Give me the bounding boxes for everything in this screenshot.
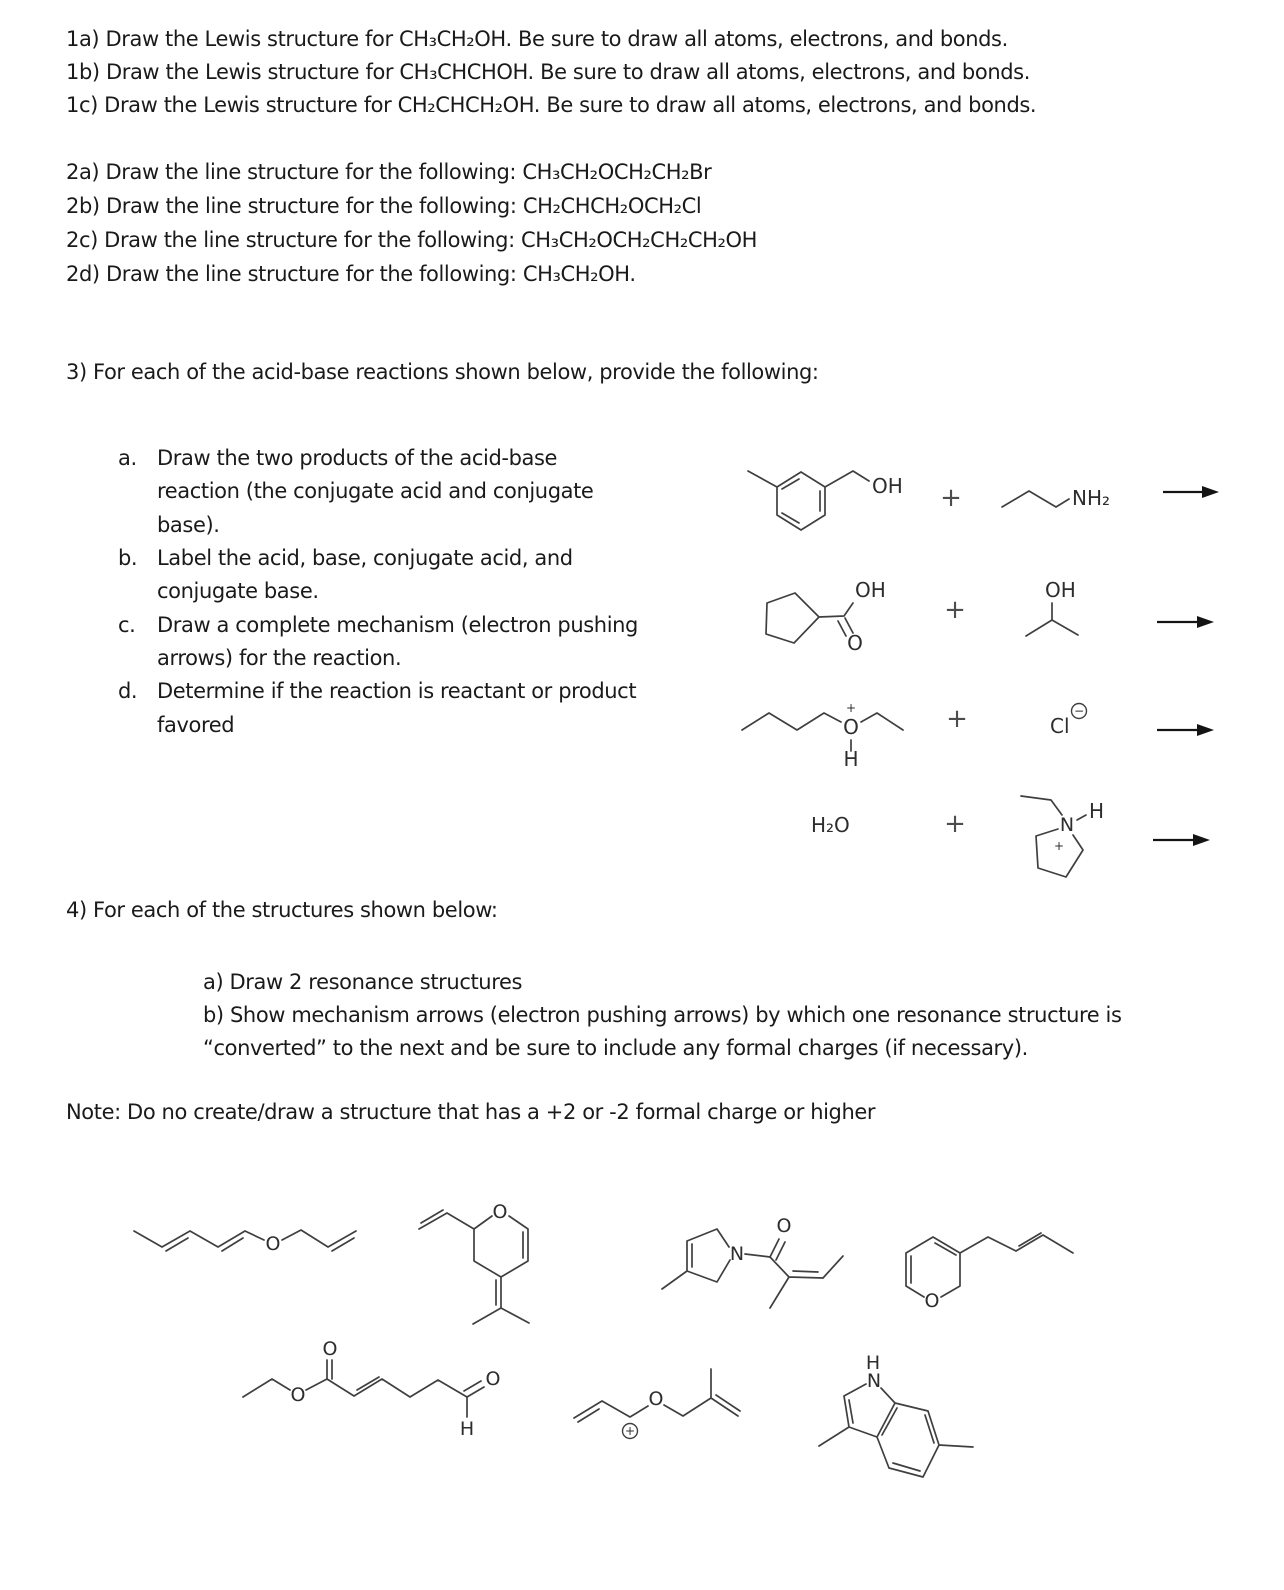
- q4-heading: 4) For each of the structures shown below:: [66, 898, 498, 922]
- negative-charge: −: [1073, 704, 1085, 718]
- bonds: [243, 1379, 467, 1417]
- structure-dimethylindole: [819, 1352, 973, 1477]
- q3-item-b-line1: Label the acid, base, conjugate acid, and: [157, 546, 573, 570]
- structure-butyl-ethyl-oxonium: [742, 701, 903, 771]
- bonds: [766, 593, 853, 643]
- structure-ethyl-oxohexenoate: [243, 1338, 500, 1440]
- structure-n-ethylpyrrolidinium: [1021, 796, 1104, 877]
- ring-oxygen-label: O: [924, 1290, 940, 1312]
- plus-sign-2: +: [944, 595, 966, 625]
- double-bond-lines: [911, 1233, 1041, 1283]
- q3-item-d-marker: d.: [118, 679, 138, 703]
- positive-charge: +: [624, 1424, 636, 1438]
- q4-note: Note: Do no create/draw a structure that has a +2 or -2 formal charge or higher: [66, 1100, 876, 1124]
- arrow-head: [1197, 724, 1214, 736]
- bonds: [419, 1213, 529, 1324]
- hydrogen-label: H: [843, 747, 859, 771]
- double-bond-lines: [166, 1238, 354, 1251]
- water-label: H₂O: [811, 813, 850, 837]
- plus-sign-4: +: [944, 809, 966, 839]
- q2-line-d: 2d) Draw the line structure for the following: CH₃CH₂OH.: [66, 262, 636, 286]
- q1-line-a: 1a) Draw the Lewis structure for CH₃CH₂OH. Be sure to draw all atoms, electrons, and bonds.: [66, 27, 1008, 51]
- plus-sign-3: +: [946, 704, 968, 734]
- hydrogen-label: H: [1089, 799, 1105, 823]
- nitrogen-label: N: [1059, 814, 1075, 836]
- q2-line-b: 2b) Draw the line structure for the following: CH₂CHCH₂OCH₂Cl: [66, 194, 702, 218]
- arrow-head: [1193, 834, 1210, 846]
- q3-item-b-line2: conjugate base.: [157, 579, 319, 603]
- q4-sub-b-line1: b) Show mechanism arrows (electron pushing arrows) by which one resonance structure is: [203, 1003, 1122, 1027]
- hydroxyl-label: OH: [855, 578, 886, 602]
- reaction-arrow-3: [1157, 724, 1214, 736]
- q3-item-c-line1: Draw a complete mechanism (electron pushing: [157, 613, 638, 637]
- structure-3-methylbenzyl-alcohol: [748, 471, 903, 530]
- double-bond-lines: [421, 1210, 523, 1305]
- q1-line-c: 1c) Draw the Lewis structure for CH₂CHCH₂OH. Be sure to draw all atoms, electrons, and bonds.: [66, 93, 1037, 117]
- q2-line-c: 2c) Draw the line structure for the following: CH₃CH₂OCH₂CH₂CH₂OH: [66, 228, 758, 252]
- q3-item-a-line3: base).: [157, 513, 220, 537]
- hydroxyl-label: OH: [1045, 578, 1076, 602]
- ring-oxygen-label: O: [492, 1201, 508, 1223]
- positive-charge: +: [1053, 839, 1065, 853]
- carbonyl-oxygen-label: O: [847, 631, 863, 655]
- bonds: [1026, 603, 1078, 636]
- q4-sub-b-line2: “converted” to the next and be sure to include any formal charges (if necessary).: [203, 1036, 1028, 1060]
- reaction-arrow-2: [1157, 616, 1214, 628]
- structure-pyran-butenyl: [906, 1233, 1073, 1312]
- arrow-head: [1202, 486, 1219, 498]
- oxonium-oxygen-label: O: [843, 715, 859, 739]
- ether-oxygen-label: O: [648, 1388, 664, 1410]
- q3-item-a-marker: a.: [118, 446, 137, 470]
- q3-item-d-line2: favored: [157, 713, 235, 737]
- structure-cyclopentanecarboxylic-acid: [766, 578, 886, 655]
- positive-charge: +: [845, 701, 857, 715]
- double-bond-lines: [327, 1360, 484, 1397]
- q3-item-a-line2: reaction (the conjugate acid and conjugate: [157, 479, 594, 503]
- ether-oxygen-label: O: [265, 1233, 281, 1255]
- carbonyl-oxygen-label: O: [776, 1215, 792, 1237]
- bonds: [1002, 491, 1069, 507]
- aldehyde-oxygen-label: O: [485, 1368, 501, 1390]
- reaction-arrow-4: [1153, 834, 1210, 846]
- aldehyde-hydrogen-label: H: [459, 1418, 475, 1440]
- structure-vinyl-pyran-isopropylidene: [419, 1201, 529, 1324]
- amine-label: NH₂: [1072, 486, 1111, 510]
- q3-item-c-marker: c.: [118, 613, 136, 637]
- arrow-head: [1197, 616, 1214, 628]
- q3-item-a-line1: Draw the two products of the acid-base: [157, 446, 558, 470]
- hydroxyl-label: OH: [872, 474, 903, 498]
- double-bond-lines: [782, 479, 820, 523]
- carbonyl-oxygen-label: O: [322, 1338, 338, 1360]
- bonds: [1021, 796, 1086, 877]
- bonds: [906, 1235, 1073, 1297]
- structure-chloride-anion: [1050, 704, 1087, 739]
- structure-propylamine: [1002, 486, 1110, 510]
- chloride-label: Cl: [1050, 714, 1070, 738]
- structure-isopropanol: [1026, 578, 1078, 636]
- nitrogen-label: N: [729, 1243, 745, 1265]
- bonds: [742, 713, 903, 751]
- q3-item-c-line2: arrows) for the reaction.: [157, 646, 402, 670]
- nh-hydrogen-label: H: [865, 1352, 881, 1374]
- structure-pentadienyl-allyl-ether: [134, 1230, 356, 1255]
- q3-item-d-line1: Determine if the reaction is reactant or product: [157, 679, 637, 703]
- nitrogen-label: N: [866, 1370, 882, 1392]
- bonds: [748, 471, 869, 530]
- q3-item-b-marker: b.: [118, 546, 138, 570]
- q4-sub-a: a) Draw 2 resonance structures: [203, 970, 523, 994]
- reaction-arrow-1: [1163, 486, 1219, 498]
- ester-oxygen-label: O: [290, 1384, 306, 1406]
- structure-allyl-ether-cation: [574, 1369, 740, 1439]
- plus-sign-1: +: [940, 483, 962, 513]
- q1-line-b: 1b) Draw the Lewis structure for CH₃CHCHOH. Be sure to draw all atoms, electrons, and bonds.: [66, 60, 1030, 84]
- q2-line-a: 2a) Draw the line structure for the following: CH₃CH₂OCH₂CH₂Br: [66, 160, 712, 184]
- bonds: [134, 1230, 356, 1247]
- q3-heading: 3) For each of the acid-base reactions shown below, provide the following:: [66, 360, 819, 384]
- bonds: [662, 1229, 843, 1308]
- structure-methylpyrroline-amide: [662, 1215, 843, 1308]
